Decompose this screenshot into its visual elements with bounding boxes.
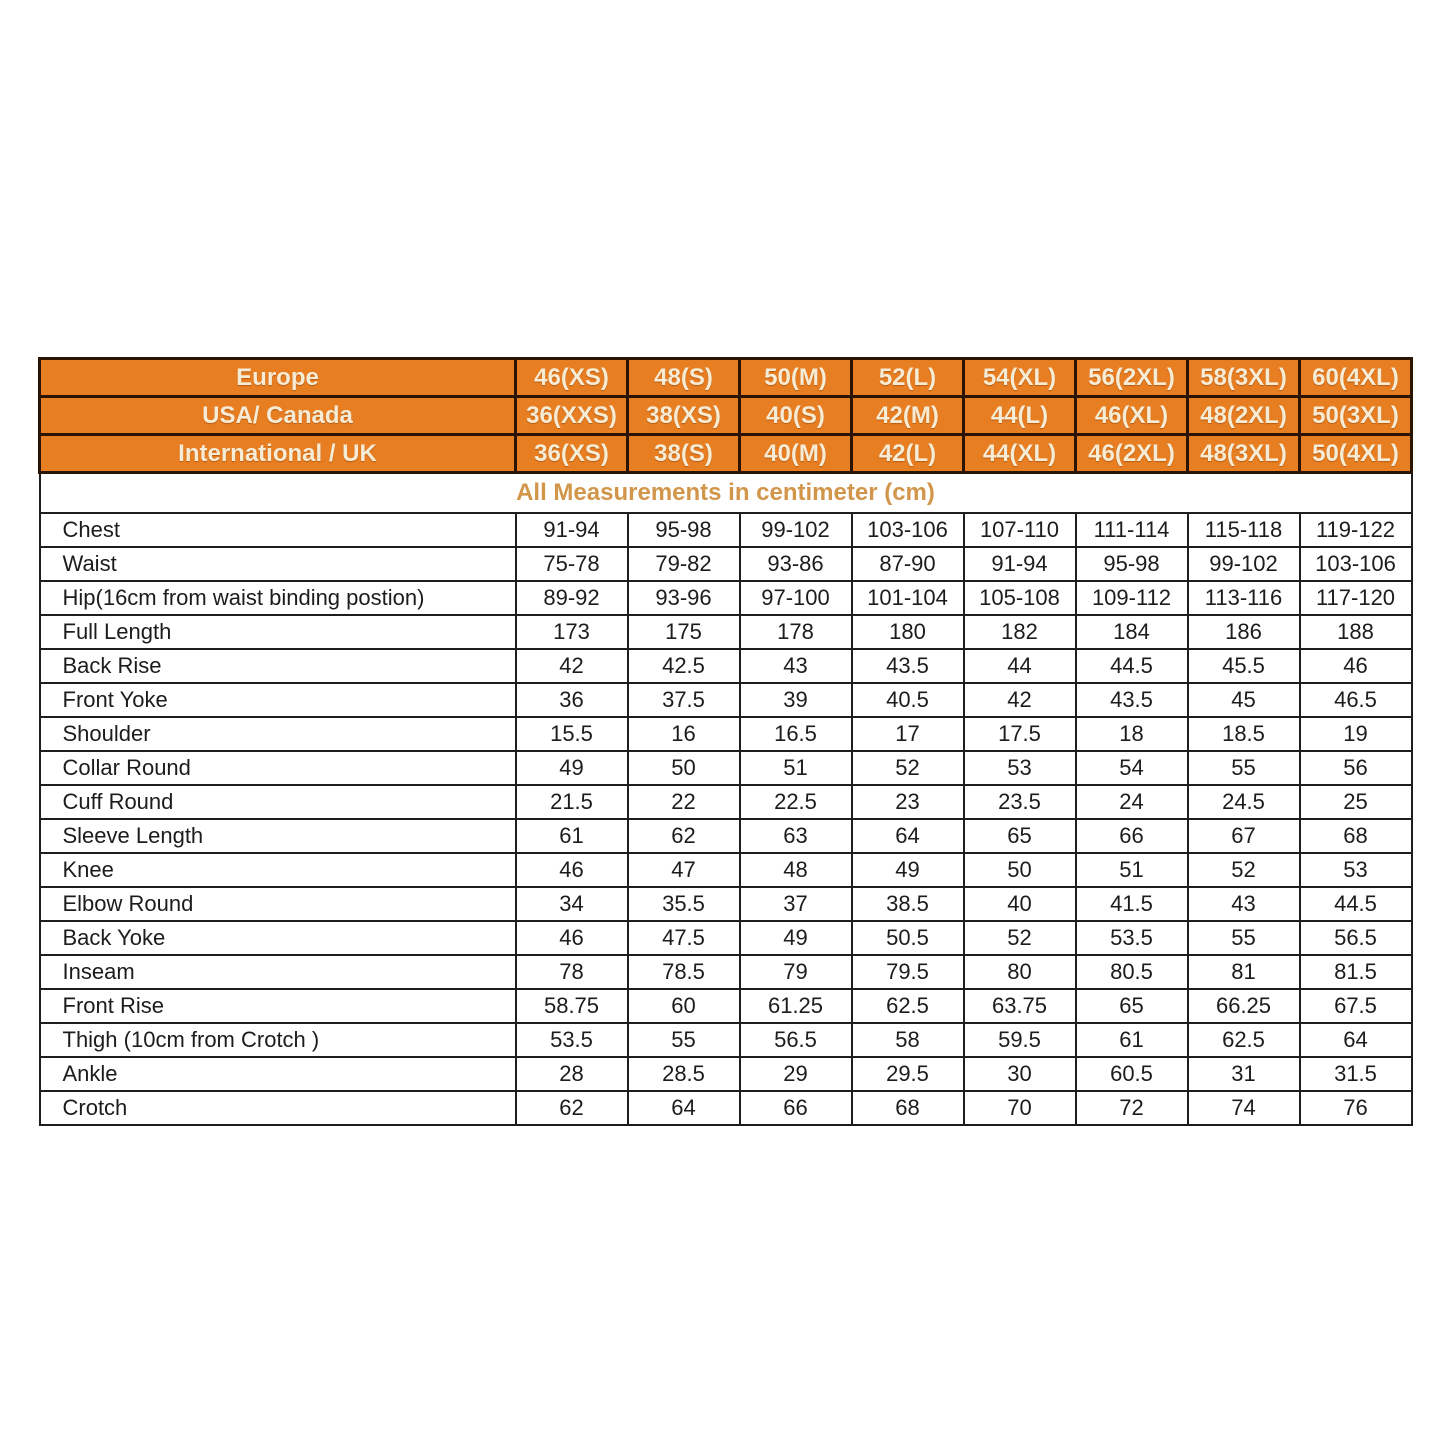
size-header-cell: 60(4XL) [1300,359,1412,397]
measurement-value-cell: 37 [740,887,852,921]
measurement-value-cell: 95-98 [628,513,740,547]
measurement-value-cell: 21.5 [516,785,628,819]
measurement-value-cell: 59.5 [964,1023,1076,1057]
size-header-row-1 [40,397,1412,435]
measurement-value-cell: 72 [1076,1091,1188,1125]
size-header-cell: 50(M) [740,359,852,397]
measurement-value-cell: 107-110 [964,513,1076,547]
measurement-value-cell: 23.5 [964,785,1076,819]
measurement-value-cell: 53.5 [516,1023,628,1057]
measurement-label-cell: Front Rise [40,989,516,1023]
size-header-cell: 50(3XL) [1300,397,1412,435]
size-header-cell: 36(XS) [516,435,628,473]
measurement-value-cell: 117-120 [1300,581,1412,615]
measurement-value-cell: 79 [740,955,852,989]
table-row [40,921,1412,955]
measurement-value-cell: 28 [516,1057,628,1091]
measurement-label-cell: Crotch [40,1091,516,1125]
measurement-value-cell: 50.5 [852,921,964,955]
measurement-value-cell: 65 [1076,989,1188,1023]
measurement-value-cell: 68 [852,1091,964,1125]
size-header-cell: 56(2XL) [1076,359,1188,397]
measurement-value-cell: 184 [1076,615,1188,649]
table-row [40,955,1412,989]
measurement-label-cell: Cuff Round [40,785,516,819]
measurement-value-cell: 36 [516,683,628,717]
measurement-value-cell: 49 [740,921,852,955]
measurement-value-cell: 61.25 [740,989,852,1023]
units-note-text: All Measurements in centimeter (cm) [40,473,1412,513]
measurement-value-cell: 40 [964,887,1076,921]
measurement-value-cell: 52 [964,921,1076,955]
measurement-value-cell: 54 [1076,751,1188,785]
measurement-value-cell: 43.5 [852,649,964,683]
size-header-cell: 38(XS) [628,397,740,435]
size-header-cell: 52(L) [852,359,964,397]
table-row [40,683,1412,717]
size-header-row-2 [40,435,1412,473]
measurement-value-cell: 28.5 [628,1057,740,1091]
measurement-value-cell: 113-116 [1188,581,1300,615]
measurement-value-cell: 48 [740,853,852,887]
table-row [40,615,1412,649]
size-header-cell: 46(2XL) [1076,435,1188,473]
size-header-cell: 44(L) [964,397,1076,435]
measurement-value-cell: 50 [964,853,1076,887]
table-row [40,1091,1412,1125]
measurement-value-cell: 99-102 [740,513,852,547]
measurement-value-cell: 79.5 [852,955,964,989]
measurement-value-cell: 43 [740,649,852,683]
measurement-value-cell: 188 [1300,615,1412,649]
measurement-value-cell: 76 [1300,1091,1412,1125]
measurement-value-cell: 64 [628,1091,740,1125]
measurement-label-cell: Collar Round [40,751,516,785]
measurement-value-cell: 40.5 [852,683,964,717]
size-header-cell: 54(XL) [964,359,1076,397]
table-row [40,717,1412,751]
measurement-value-cell: 61 [516,819,628,853]
measurement-value-cell: 49 [852,853,964,887]
measurement-value-cell: 46 [516,853,628,887]
measurement-label-cell: Ankle [40,1057,516,1091]
units-note-row [40,473,1412,513]
measurement-value-cell: 44.5 [1300,887,1412,921]
table-row [40,649,1412,683]
measurement-value-cell: 45 [1188,683,1300,717]
measurement-label-cell: Back Rise [40,649,516,683]
measurement-value-cell: 38.5 [852,887,964,921]
measurement-value-cell: 53 [1300,853,1412,887]
measurement-value-cell: 44 [964,649,1076,683]
measurement-value-cell: 47 [628,853,740,887]
measurement-value-cell: 68 [1300,819,1412,853]
measurement-value-cell: 60 [628,989,740,1023]
measurement-value-cell: 43 [1188,887,1300,921]
measurement-value-cell: 56.5 [1300,921,1412,955]
measurement-value-cell: 91-94 [516,513,628,547]
measurement-value-cell: 74 [1188,1091,1300,1125]
measurement-value-cell: 42 [964,683,1076,717]
size-header-cell: 48(3XL) [1188,435,1300,473]
measurement-value-cell: 80.5 [1076,955,1188,989]
measurement-value-cell: 51 [740,751,852,785]
measurement-label-cell: Elbow Round [40,887,516,921]
measurement-value-cell: 18.5 [1188,717,1300,751]
measurement-value-cell: 16 [628,717,740,751]
measurement-value-cell: 46 [1300,649,1412,683]
measurement-value-cell: 30 [964,1057,1076,1091]
measurement-value-cell: 46.5 [1300,683,1412,717]
size-header-cell: 36(XXS) [516,397,628,435]
measurement-value-cell: 53 [964,751,1076,785]
measurement-value-cell: 60.5 [1076,1057,1188,1091]
measurement-value-cell: 95-98 [1076,547,1188,581]
measurement-value-cell: 79-82 [628,547,740,581]
measurement-value-cell: 29 [740,1057,852,1091]
size-header-cell: 44(XL) [964,435,1076,473]
table-row [40,547,1412,581]
measurement-label-cell: Chest [40,513,516,547]
measurement-value-cell: 17.5 [964,717,1076,751]
measurement-value-cell: 67 [1188,819,1300,853]
measurement-value-cell: 62.5 [1188,1023,1300,1057]
measurement-value-cell: 18 [1076,717,1188,751]
size-header-cell: 58(3XL) [1188,359,1300,397]
measurement-value-cell: 45.5 [1188,649,1300,683]
measurement-value-cell: 103-106 [1300,547,1412,581]
measurement-value-cell: 101-104 [852,581,964,615]
measurement-value-cell: 78 [516,955,628,989]
measurement-value-cell: 55 [1188,751,1300,785]
measurement-value-cell: 180 [852,615,964,649]
measurement-value-cell: 63 [740,819,852,853]
size-header-row-0 [40,359,1412,397]
measurement-value-cell: 55 [1188,921,1300,955]
table-row [40,887,1412,921]
measurement-value-cell: 66 [1076,819,1188,853]
measurement-value-cell: 99-102 [1188,547,1300,581]
measurement-value-cell: 105-108 [964,581,1076,615]
measurement-value-cell: 81.5 [1300,955,1412,989]
measurement-value-cell: 56.5 [740,1023,852,1057]
measurement-label-cell: Back Yoke [40,921,516,955]
measurement-value-cell: 37.5 [628,683,740,717]
measurement-value-cell: 91-94 [964,547,1076,581]
measurement-value-cell: 64 [852,819,964,853]
measurement-value-cell: 67.5 [1300,989,1412,1023]
table-row [40,785,1412,819]
measurement-label-cell: Inseam [40,955,516,989]
measurement-value-cell: 65 [964,819,1076,853]
measurement-value-cell: 34 [516,887,628,921]
measurement-value-cell: 16.5 [740,717,852,751]
measurement-value-cell: 175 [628,615,740,649]
size-header-cell: 38(S) [628,435,740,473]
measurement-value-cell: 41.5 [1076,887,1188,921]
measurement-value-cell: 93-86 [740,547,852,581]
measurement-label-cell: Front Yoke [40,683,516,717]
measurement-value-cell: 35.5 [628,887,740,921]
table-row [40,1057,1412,1091]
measurement-value-cell: 62 [628,819,740,853]
measurement-value-cell: 43.5 [1076,683,1188,717]
measurement-value-cell: 58 [852,1023,964,1057]
region-label-cell: International / UK [40,435,516,473]
measurement-value-cell: 42.5 [628,649,740,683]
measurement-value-cell: 178 [740,615,852,649]
measurement-value-cell: 23 [852,785,964,819]
measurement-rows [40,473,1412,1125]
measurement-value-cell: 42 [516,649,628,683]
measurement-value-cell: 51 [1076,853,1188,887]
measurement-value-cell: 17 [852,717,964,751]
region-label-cell: Europe [40,359,516,397]
measurement-value-cell: 56 [1300,751,1412,785]
measurement-value-cell: 19 [1300,717,1412,751]
size-chart-table [38,357,1413,1126]
measurement-value-cell: 66 [740,1091,852,1125]
measurement-label-cell: Sleeve Length [40,819,516,853]
measurement-value-cell: 62.5 [852,989,964,1023]
measurement-value-cell: 55 [628,1023,740,1057]
measurement-value-cell: 64 [1300,1023,1412,1057]
measurement-value-cell: 173 [516,615,628,649]
table-row [40,1023,1412,1057]
measurement-value-cell: 46 [516,921,628,955]
measurement-label-cell: Shoulder [40,717,516,751]
measurement-value-cell: 81 [1188,955,1300,989]
measurement-value-cell: 61 [1076,1023,1188,1057]
measurement-value-cell: 50 [628,751,740,785]
measurement-value-cell: 52 [1188,853,1300,887]
measurement-value-cell: 63.75 [964,989,1076,1023]
size-header-cell: 42(M) [852,397,964,435]
size-header-cell: 48(S) [628,359,740,397]
size-header-cell: 42(L) [852,435,964,473]
size-header-cell: 40(M) [740,435,852,473]
measurement-value-cell: 80 [964,955,1076,989]
measurement-label-cell: Hip(16cm from waist binding postion) [40,581,516,615]
measurement-value-cell: 97-100 [740,581,852,615]
size-header-cell: 48(2XL) [1188,397,1300,435]
measurement-value-cell: 111-114 [1076,513,1188,547]
measurement-label-cell: Waist [40,547,516,581]
measurement-value-cell: 25 [1300,785,1412,819]
size-header-cell: 40(S) [740,397,852,435]
measurement-label-cell: Full Length [40,615,516,649]
measurement-value-cell: 70 [964,1091,1076,1125]
table-row [40,581,1412,615]
measurement-value-cell: 15.5 [516,717,628,751]
measurement-value-cell: 24.5 [1188,785,1300,819]
measurement-value-cell: 103-106 [852,513,964,547]
measurement-value-cell: 22 [628,785,740,819]
table-row [40,819,1412,853]
measurement-value-cell: 182 [964,615,1076,649]
measurement-value-cell: 75-78 [516,547,628,581]
measurement-value-cell: 66.25 [1188,989,1300,1023]
size-header-rows [40,359,1412,473]
table-row [40,989,1412,1023]
measurement-value-cell: 39 [740,683,852,717]
measurement-value-cell: 89-92 [516,581,628,615]
measurement-value-cell: 62 [516,1091,628,1125]
region-label-cell: USA/ Canada [40,397,516,435]
measurement-value-cell: 31.5 [1300,1057,1412,1091]
measurement-value-cell: 49 [516,751,628,785]
measurement-value-cell: 47.5 [628,921,740,955]
measurement-value-cell: 109-112 [1076,581,1188,615]
size-header-cell: 46(XL) [1076,397,1188,435]
measurement-label-cell: Thigh (10cm from Crotch ) [40,1023,516,1057]
measurement-value-cell: 52 [852,751,964,785]
table-row [40,751,1412,785]
size-header-cell: 50(4XL) [1300,435,1412,473]
measurement-value-cell: 58.75 [516,989,628,1023]
measurement-value-cell: 115-118 [1188,513,1300,547]
measurement-value-cell: 87-90 [852,547,964,581]
size-header-cell: 46(XS) [516,359,628,397]
measurement-label-cell: Knee [40,853,516,887]
measurement-value-cell: 78.5 [628,955,740,989]
table-row [40,513,1412,547]
measurement-value-cell: 93-96 [628,581,740,615]
measurement-value-cell: 186 [1188,615,1300,649]
measurement-value-cell: 31 [1188,1057,1300,1091]
measurement-value-cell: 119-122 [1300,513,1412,547]
measurement-value-cell: 24 [1076,785,1188,819]
measurement-value-cell: 44.5 [1076,649,1188,683]
measurement-value-cell: 22.5 [740,785,852,819]
measurement-value-cell: 29.5 [852,1057,964,1091]
table-row [40,853,1412,887]
measurement-value-cell: 53.5 [1076,921,1188,955]
